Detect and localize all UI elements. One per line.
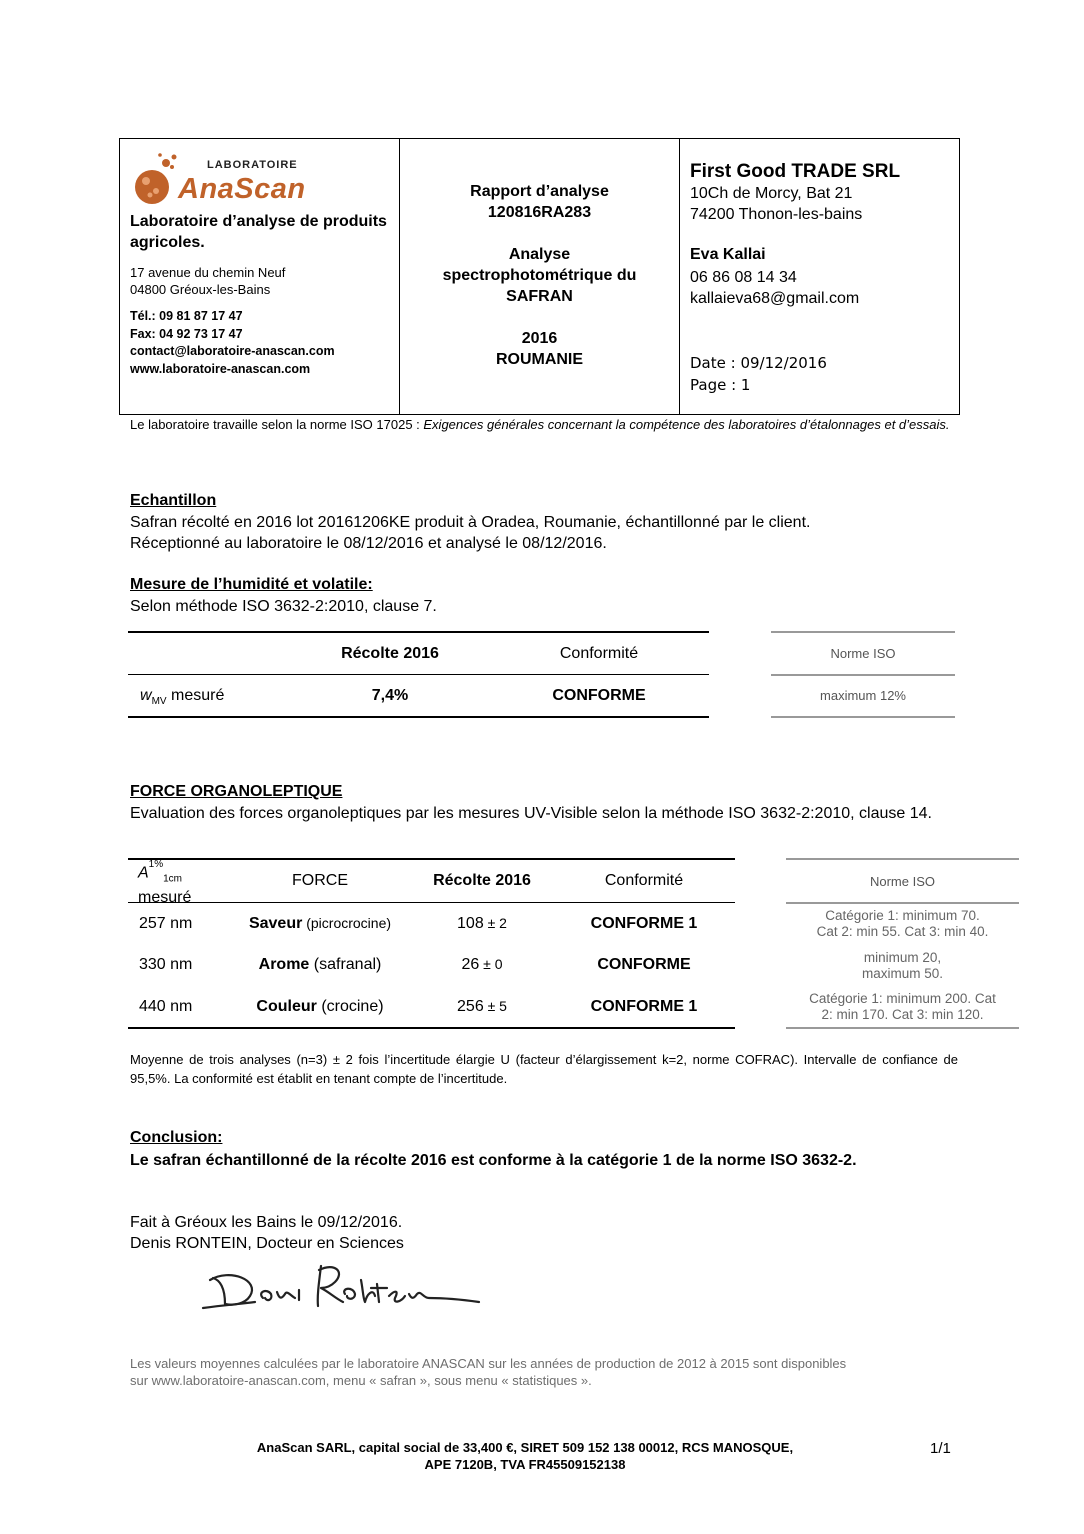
handwritten-signature: [195, 1258, 485, 1318]
client-address-line: 74200 Thonon-les-bains: [690, 206, 863, 223]
norme-line: Catégorie 1: minimum 70.: [825, 908, 980, 923]
humidite-row-label: [140, 687, 224, 707]
echantillon-line: Réceptionné au laboratoire le 08/12/2016 et analysé le 08/12/2016.: [130, 535, 607, 552]
force-row-value: [408, 998, 556, 1016]
force-row-norme: [786, 991, 1019, 1023]
humidite-col-norme: Norme ISO: [830, 646, 896, 661]
year-country-block: [400, 328, 679, 370]
force-table-mid-rule: [128, 902, 735, 903]
norme-line: Cat 2: min 55. Cat 3: min 40.: [816, 924, 989, 939]
force-row-force: [230, 956, 410, 974]
lab-tel: Tél.: 09 81 87 17 47: [130, 309, 243, 323]
force-compound: (crocine): [316, 998, 384, 1015]
force-uncertainty: ± 2: [483, 915, 507, 931]
force-row-wavelength: 330 nm: [139, 956, 193, 973]
w-subscript: MV: [151, 696, 167, 708]
lab-email: contact@laboratoire-anascan.com: [130, 344, 335, 358]
company-footer: [175, 1439, 875, 1473]
report-id: 120816RA283: [487, 204, 592, 221]
iso-note-italic: Exigences générales concernant la compétence des laboratoires d’étalonnages et d’essais.: [423, 417, 950, 432]
absorbance-mesure: mesuré: [138, 888, 192, 906]
client-address-line: 10Ch de Morcy, Bat 21: [690, 185, 853, 202]
report-year: 2016: [521, 330, 558, 347]
force-name: Saveur: [248, 915, 303, 932]
section-title-force: FORCE ORGANOLEPTIQUE: [130, 783, 343, 800]
report-info-column: [400, 139, 680, 414]
analysis-line: SAFRAN: [506, 288, 573, 305]
analysis-line: spectrophotométrique du: [442, 267, 637, 284]
signature-name: Denis RONTEIN, Docteur en Sciences: [130, 1235, 404, 1252]
row-label-text: mesuré: [166, 687, 225, 704]
lab-fax: Fax: 04 92 73 17 47: [130, 326, 243, 341]
iso-note-plain: Le laboratoire travaille selon la norme ISO 17025 :: [130, 417, 424, 432]
force-name: Arome: [258, 956, 310, 973]
lab-address-line: 04800 Gréoux-les-Bains: [130, 282, 271, 297]
contact-info: [690, 267, 859, 309]
contact-phone: 06 86 08 14 34: [690, 269, 797, 286]
force-row-force: [230, 915, 410, 933]
analysis-line: Analyse: [508, 246, 571, 263]
force-uncertainty: ± 0: [479, 956, 503, 972]
section-title-echantillon: Echantillon: [130, 492, 217, 509]
section-title-humidite: Mesure de l’humidité et volatile:: [130, 576, 373, 593]
force-row-conformite: CONFORME: [597, 956, 691, 973]
client-info-column: [680, 139, 959, 414]
force-row-norme: [786, 908, 1019, 940]
force-norme-mid-rule: [786, 902, 1019, 904]
force-row-value: [408, 915, 556, 933]
header-box: [119, 138, 960, 415]
signature-text: [130, 1212, 404, 1254]
logo-main-text: AnaScan: [178, 173, 306, 205]
norme-line: maximum 50.: [861, 966, 944, 981]
force-row-force: [230, 998, 410, 1016]
a-subscript: 1cm: [163, 873, 183, 885]
force-col-norme: Norme ISO: [869, 874, 935, 889]
humidite-value: 7,4%: [371, 687, 409, 704]
client-name: First Good TRADE SRL: [690, 161, 901, 182]
echantillon-line: Safran récolté en 2016 lot 20161206KE produit à Oradea, Roumanie, échantillonné par le client.: [130, 514, 811, 531]
lab-address-line: 17 avenue du chemin Neuf: [130, 265, 286, 280]
norme-line: Catégorie 1: minimum 200. Cat: [809, 991, 996, 1006]
w-symbol: w: [140, 687, 152, 704]
humidite-method: Selon méthode ISO 3632-2:2010, clause 7.: [130, 598, 437, 615]
footer-note-line: Les valeurs moyennes calculées par le laboratoire ANASCAN sur les années de production de 2012 à 2015 sont disponibles: [130, 1356, 847, 1371]
force-uncertainty: ± 5: [483, 998, 507, 1014]
force-table-bottom-rule: [128, 1027, 735, 1029]
conclusion-text: Le safran échantillonné de la récolte 2016 est conforme à la catégorie 1 de la norme ISO 3632-2.: [130, 1152, 857, 1169]
force-compound: (picrocrocine): [302, 915, 392, 931]
force-col-absorbance: [138, 860, 191, 907]
anascan-logo: [132, 149, 322, 207]
force-description: Evaluation des forces organoleptiques par les mesures UV-Visible selon la méthode ISO 3632-2:2010, clause 14.: [130, 805, 932, 822]
norme-table-top-rule: [771, 631, 955, 633]
force-col-recolte: Récolte 2016: [433, 872, 531, 889]
humidite-conformite: CONFORME: [552, 687, 646, 704]
force-value: 26: [461, 956, 480, 973]
section-title-conclusion: Conclusion:: [130, 1129, 223, 1146]
footer-note: [130, 1355, 960, 1389]
force-value: 108: [457, 915, 484, 932]
force-norme-top-rule: [786, 858, 1019, 860]
force-row-conformite: CONFORME 1: [590, 998, 698, 1015]
report-country: ROUMANIE: [495, 351, 584, 368]
report-title: Rapport d’analyse: [470, 183, 609, 200]
force-name: Couleur: [256, 998, 317, 1015]
analysis-block: [400, 244, 679, 307]
lab-title: Laboratoire d’analyse de produits agricoles.: [130, 213, 387, 251]
norme-line: minimum 20,: [863, 950, 942, 965]
uncertainty-note: Moyenne de trois analyses (n=3) ± 2 fois l’incertitude élargie U (facteur d’élargissement k=2, norme COFRAC). Intervalle de confiance de 95,5%. La conformité est établit en tenant compte de l’incertitude.: [130, 1052, 958, 1086]
humidite-table-top-rule: [128, 631, 709, 633]
lab-website: www.laboratoire-anascan.com: [130, 361, 311, 376]
contact-name: Eva Kallai: [690, 246, 766, 263]
footer-line: APE 7120B, TVA FR45509152138: [424, 1457, 626, 1472]
norme-line: 2: min 170. Cat 3: min 120.: [821, 1007, 984, 1022]
force-row-wavelength: 440 nm: [139, 998, 193, 1015]
force-row-wavelength: 257 nm: [139, 915, 193, 932]
force-row-conformite: CONFORME 1: [590, 915, 698, 932]
footer-line: AnaScan SARL, capital social de 33,400 €, SIRET 509 152 138 00012, RCS MANOSQUE,: [256, 1440, 794, 1455]
norme-table-mid-rule: [771, 674, 955, 676]
report-title-block: [400, 181, 679, 223]
force-row-norme: [786, 950, 1019, 982]
lab-address: [130, 264, 285, 298]
lab-info-column: [120, 139, 400, 414]
force-row-value: [408, 956, 556, 974]
iso-note: [130, 416, 958, 433]
a-superscript: 1%: [148, 859, 164, 870]
report-date: Date : 09/12/2016: [690, 354, 827, 372]
force-col-force: FORCE: [292, 872, 348, 889]
force-col-conformite: Conformité: [604, 872, 684, 889]
footer-note-line: sur www.laboratoire-anascan.com, menu « safran », sous menu « statistiques ».: [130, 1373, 592, 1388]
lab-contact: [130, 308, 335, 378]
echantillon-text: [130, 512, 958, 554]
humidite-col-conformite: Conformité: [559, 645, 639, 662]
client-address: [690, 183, 862, 225]
signature-place-date: Fait à Gréoux les Bains le 09/12/2016.: [130, 1214, 403, 1231]
logo-small-text: LABORATOIRE: [207, 159, 298, 171]
humidite-col-recolte: Récolte 2016: [341, 645, 439, 662]
force-norme-bottom-rule: [786, 1027, 1019, 1029]
force-value: 256: [457, 998, 484, 1015]
humidite-norme: maximum 12%: [820, 688, 906, 703]
force-compound: (safranal): [309, 956, 382, 973]
a-symbol: A: [138, 864, 149, 882]
report-page: Page : 1: [690, 376, 751, 394]
humidite-table-bottom-rule: [128, 716, 709, 718]
force-table-top-rule: [128, 858, 735, 860]
contact-email: kallaieva68@gmail.com: [690, 290, 860, 307]
norme-table-bottom-rule: [771, 716, 955, 718]
humidite-table-mid-rule: [128, 674, 709, 675]
absorbance-symbol: [138, 860, 191, 889]
page-number: 1/1: [930, 1440, 951, 1457]
